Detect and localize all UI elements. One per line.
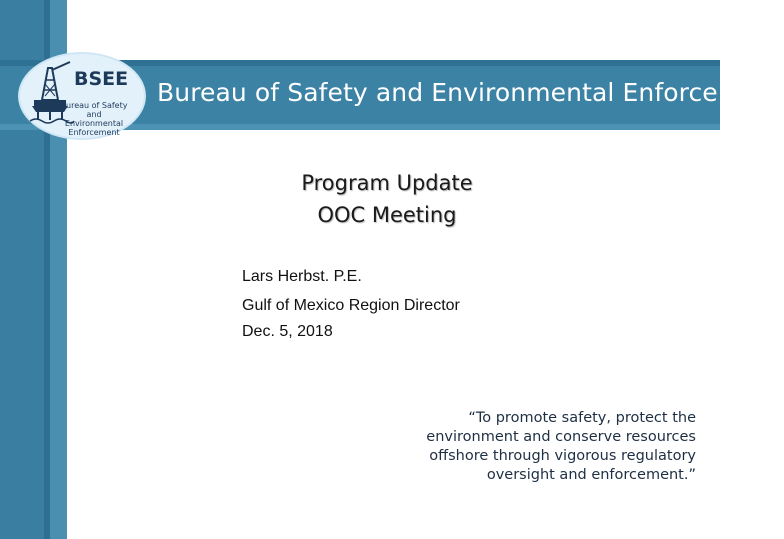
quote-line: environment and conserve resources [426,429,696,445]
logo-sub-line: Environmental [64,119,124,128]
quote-line: “To promote safety, protect the [468,410,696,426]
logo-sub-line: Bureau of Safety and [60,101,128,119]
logo-subtitle [52,101,136,137]
slide-subtitle: OOC Meeting [317,203,457,227]
agency-name: Bureau of Safety and Environmental Enforcement [157,78,784,107]
presenter-role: Gulf of Mexico Region Director [242,297,460,314]
mission-quote [376,409,696,485]
presentation-date: Dec. 5, 2018 [242,323,333,340]
logo-sub-line: Enforcement [68,128,120,137]
logo-acronym: BSEE [74,68,129,90]
quote-line: offshore through vigorous regulatory [429,448,696,464]
presenter-name: Lars Herbst. P.E. [242,268,362,285]
quote-line: oversight and enforcement.” [486,467,696,483]
bsee-logo [18,52,146,140]
slide-title: Program Update [301,171,473,195]
